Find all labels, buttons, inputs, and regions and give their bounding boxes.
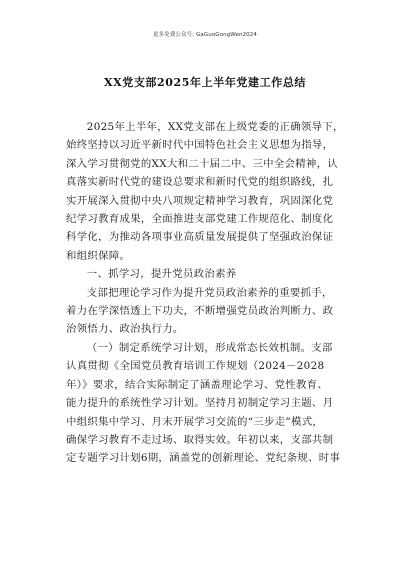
body-line: 治领悟力、政治执行力。 <box>66 323 184 336</box>
body-line: 和组织保障。 <box>66 249 131 262</box>
body-line: 认真贯彻《全国党员教育培训工作规划（2024－2028 <box>66 360 325 373</box>
document-title: XX党支部2025年上半年党建工作总结 <box>103 76 307 89</box>
body-line: 实开展深入贯彻中央八项规定精神学习教育，巩固深化党 <box>66 194 334 207</box>
body-line: （一）制定系统学习计划，形成常态长效机制。支部 <box>86 341 333 354</box>
body-line: 支部把理论学习作为提升党员政治素养的重要抓手， <box>86 286 333 299</box>
body-line: 纪学习教育成果，全面推进支部党建工作规范化、制度化 <box>66 213 334 226</box>
document-body <box>66 118 349 468</box>
body-line: 深入学习贯彻党的XX大和二十届二中、三中全会精神，认 <box>66 157 338 170</box>
body-line: 始终坚持以习近平新时代中国特色社会主义思想为指导， <box>66 139 334 152</box>
body-line: 2025年上半年，XX党支部在上级党委的正确领导下， <box>86 121 344 133</box>
body-line: 确保学习教育不走过场、取得实效。年初以来，支部共制 <box>66 433 334 446</box>
body-line: 一、抓学习，提升党员政治素养 <box>86 268 237 281</box>
body-line: 定专题学习计划6期，涵盖党的创新理论、党纪条规、时事 <box>66 452 341 465</box>
body-line: 中组织集中学习、月末开展学习交流的“三步走”模式， <box>66 415 324 428</box>
body-line: 真落实新时代党的建设总要求和新时代党的组织路线，扎 <box>66 176 334 189</box>
body-line: 能力提升的系统性学习计划。坚持月初制定学习主题、月 <box>66 397 334 410</box>
body-line: 科学化，为推动各项事业高质量发展提供了坚强政治保证 <box>66 231 334 244</box>
body-line: 着力在学深悟透上下功夫，不断增强党员政治判断力、政 <box>66 305 334 318</box>
header-note: 更多免费公众号: GaGuoGongWen2024 <box>153 32 257 38</box>
body-line: 年）》要求，结合实际制定了涵盖理论学习、党性教育、 <box>66 378 329 391</box>
